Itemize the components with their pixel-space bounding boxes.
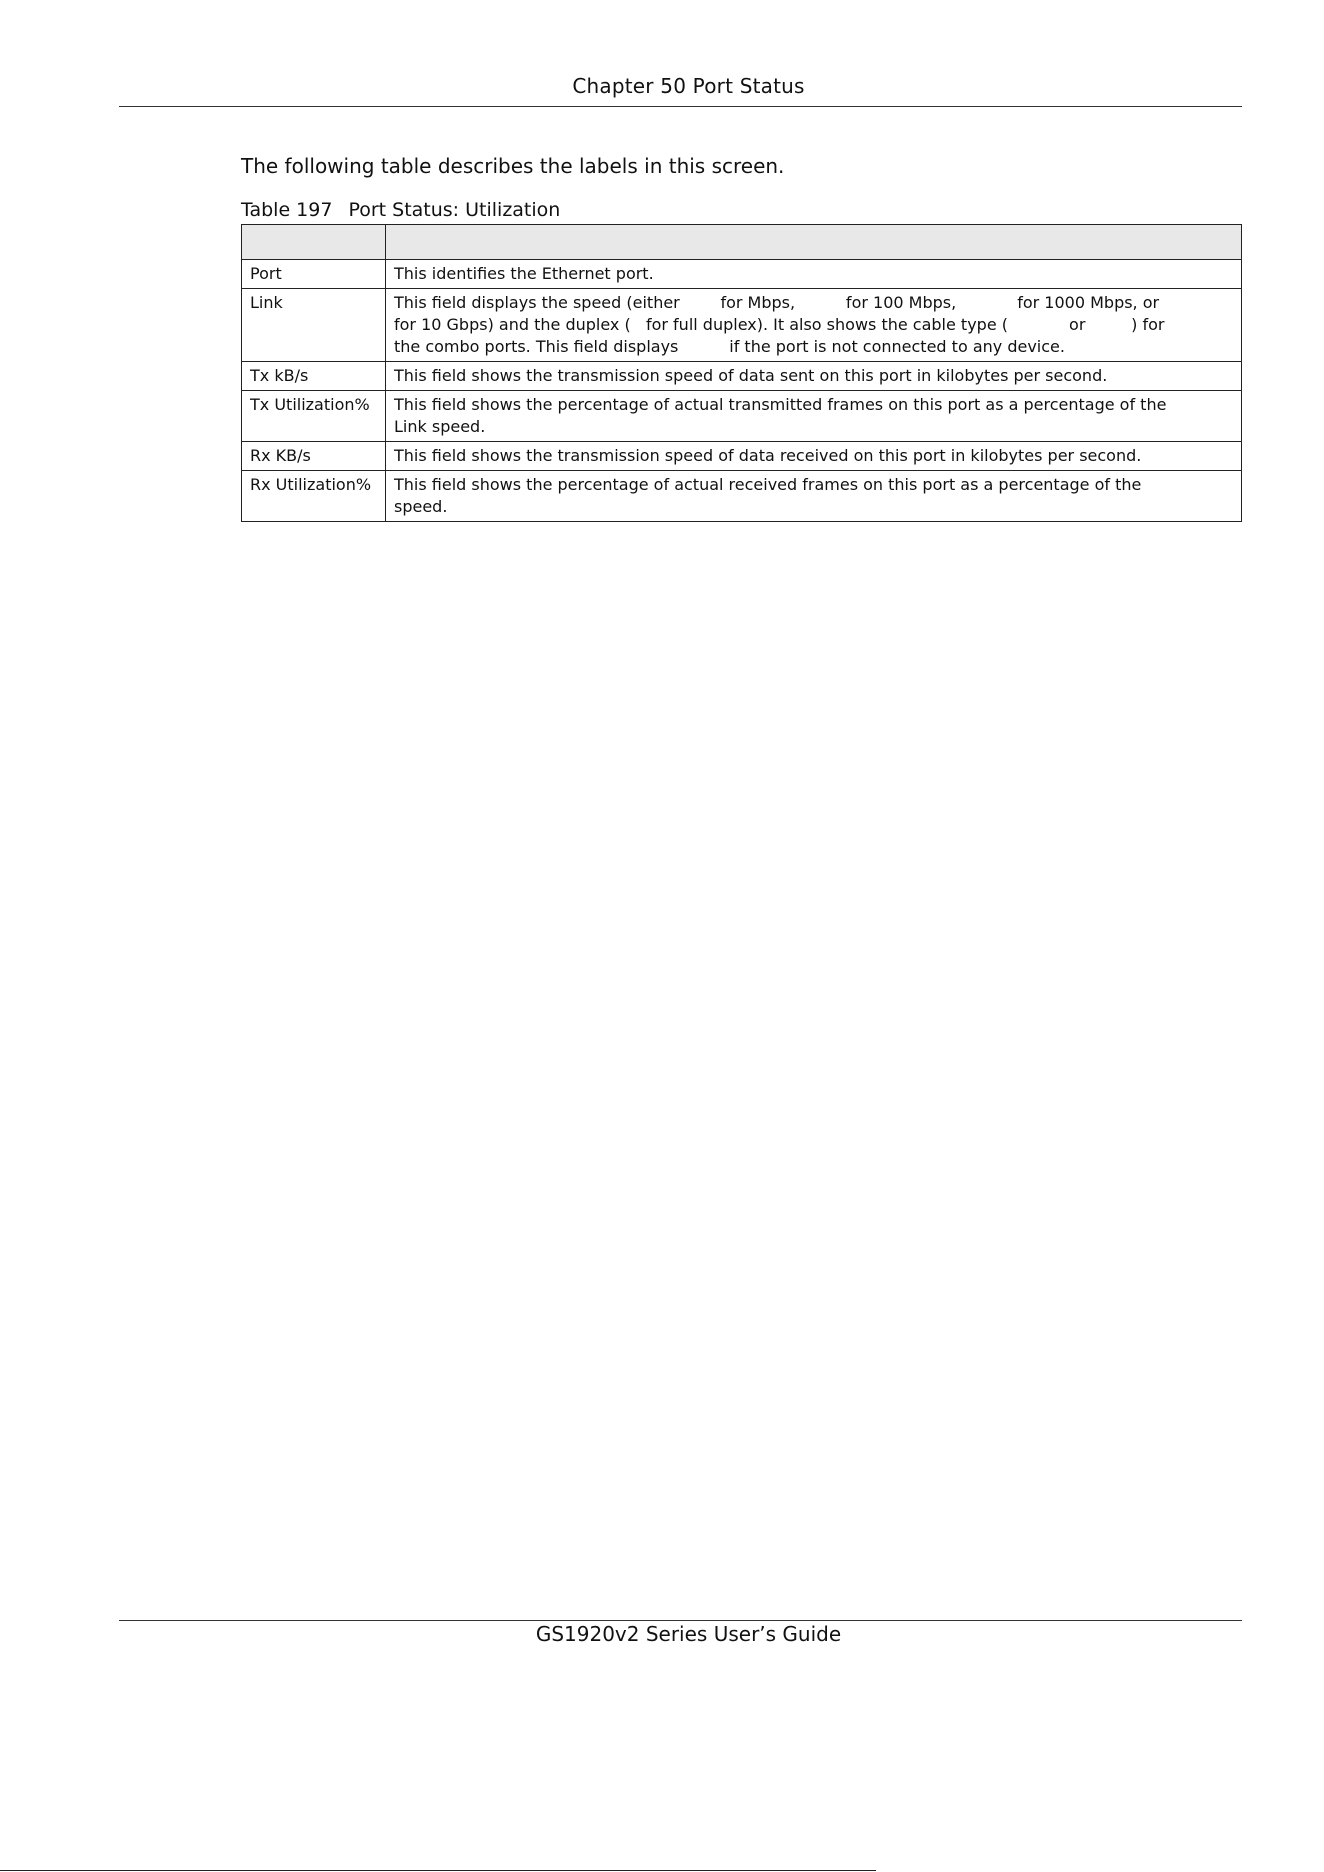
row-label: Tx Utilization% <box>242 391 386 442</box>
bottom-edge-rule <box>0 1870 876 1871</box>
description-line: This field shows the percentage of actual transmitted frames on this port as a percentage of the <box>394 395 1167 414</box>
table-row <box>242 289 1242 362</box>
row-description <box>386 289 1242 362</box>
table-caption-number: Table 197 <box>241 199 333 221</box>
table-caption-title: Port Status: Utilization <box>348 199 561 221</box>
description-line: This field shows the transmission speed of data received on this port in kilobytes per second. <box>394 446 1142 465</box>
footer-divider <box>119 1620 1242 1621</box>
row-description <box>386 260 1242 289</box>
row-label: Port <box>242 260 386 289</box>
table-header-label-cell <box>242 225 386 260</box>
table-row <box>242 260 1242 289</box>
row-description <box>386 442 1242 471</box>
row-description <box>386 362 1242 391</box>
description-line: speed. <box>394 497 448 516</box>
description-line: This field shows the percentage of actual received frames on this port as a percentage of the <box>394 475 1142 494</box>
row-label: Rx KB/s <box>242 442 386 471</box>
table-header-description-cell <box>386 225 1242 260</box>
table-body <box>242 260 1242 522</box>
description-line: for 10 Gbps) and the duplex ( for full duplex). It also shows the cable type ( or ) for <box>394 315 1165 334</box>
guide-footer: GS1920v2 Series User’s Guide <box>535 1622 842 1646</box>
table-header-row <box>242 225 1242 260</box>
row-description <box>386 391 1242 442</box>
description-line: This field displays the speed (either for Mbps, for 100 Mbps, for 1000 Mbps, or <box>394 293 1160 312</box>
table-row <box>242 391 1242 442</box>
table-row <box>242 442 1242 471</box>
table-row <box>242 362 1242 391</box>
intro-paragraph: The following table describes the labels in this screen. <box>241 154 785 178</box>
labels-table <box>241 224 1242 522</box>
row-description <box>386 471 1242 522</box>
row-label: Rx Utilization% <box>242 471 386 522</box>
row-label: Link <box>242 289 386 362</box>
table-row <box>242 471 1242 522</box>
table-caption <box>241 199 560 221</box>
description-line: This identifies the Ethernet port. <box>394 264 654 283</box>
description-line: the combo ports. This field displays if the port is not connected to any device. <box>394 337 1065 356</box>
header-divider <box>119 106 1242 107</box>
row-label: Tx kB/s <box>242 362 386 391</box>
chapter-header: Chapter 50 Port Status <box>572 74 805 98</box>
description-line: Link speed. <box>394 417 486 436</box>
description-line: This field shows the transmission speed of data sent on this port in kilobytes per second. <box>394 366 1108 385</box>
